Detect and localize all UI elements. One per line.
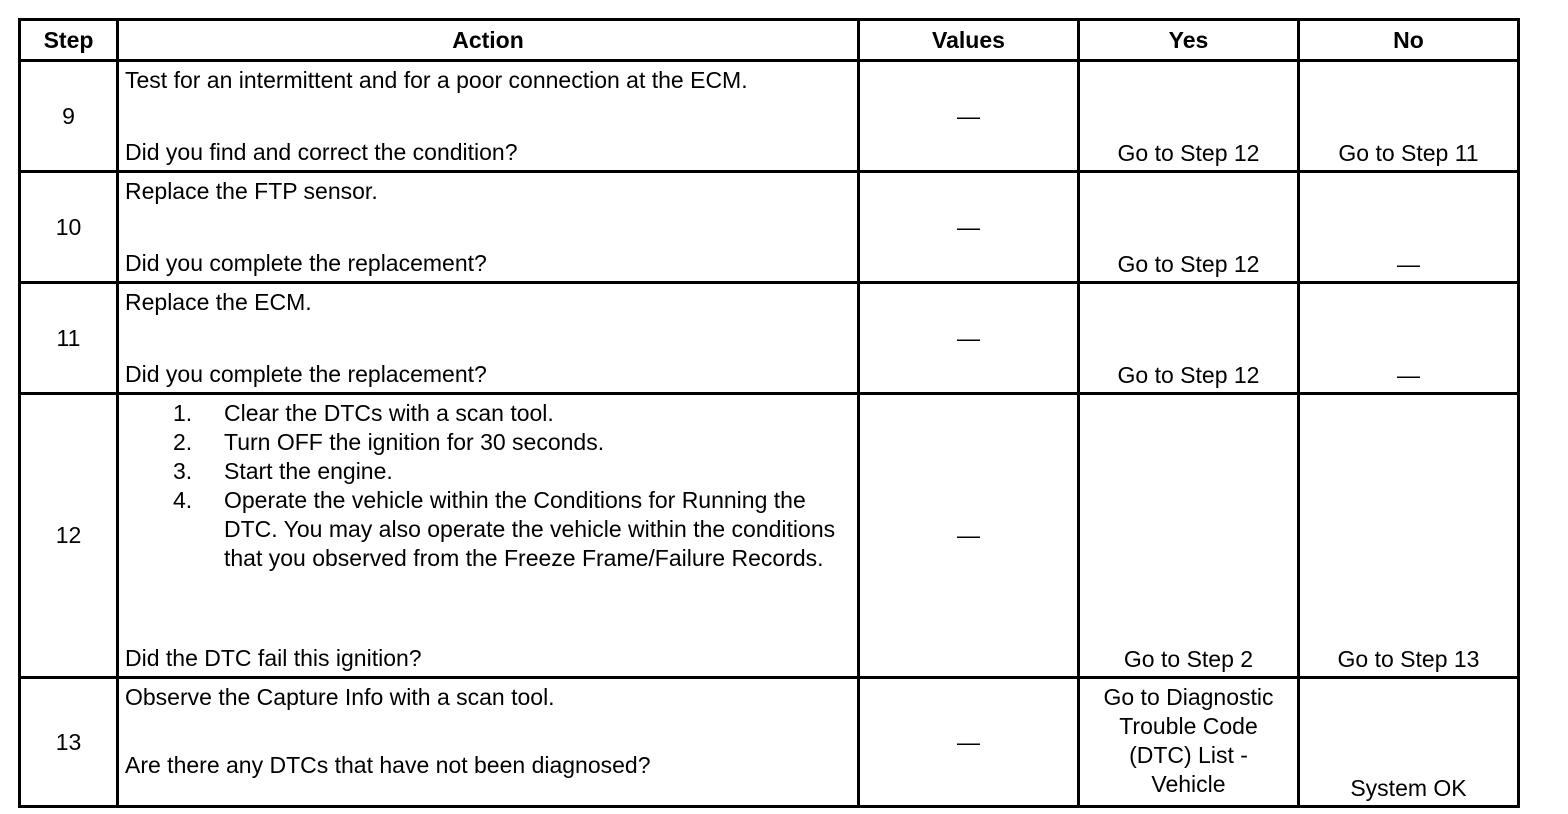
list-item-text: Turn OFF the ignition for 30 seconds. [224, 429, 605, 455]
table-row [20, 172, 1519, 283]
list-item-number: 3. [173, 458, 193, 484]
action-question: Did the DTC fail this ignition? [125, 645, 422, 671]
action-instruction: Observe the Capture Info with a scan tool. [125, 684, 555, 710]
yes-link[interactable]: Go to Step 12 [1079, 61, 1299, 172]
yes-link[interactable]: Go to Step 12 [1079, 283, 1299, 394]
step-number: 12 [20, 394, 118, 678]
action-cell [118, 61, 859, 172]
table-row [20, 394, 1519, 678]
numbered-steps [125, 399, 849, 573]
header-yes: Yes [1079, 20, 1299, 61]
yes-link[interactable]: Go to Step 12 [1079, 172, 1299, 283]
yes-link-line: Vehicle [1151, 771, 1226, 797]
diagnostic-steps-table [18, 18, 1520, 808]
table-header-row [20, 20, 1519, 61]
yes-link[interactable] [1079, 678, 1299, 807]
table-row [20, 678, 1519, 807]
list-item-number: 1. [173, 400, 193, 426]
list-item-number: 2. [173, 429, 193, 455]
action-cell [118, 678, 859, 807]
action-instruction: Test for an intermittent and for a poor connection at the ECM. [125, 67, 748, 93]
action-instruction-list [125, 399, 849, 573]
yes-link[interactable]: Go to Step 2 [1079, 394, 1299, 678]
values-cell: — [859, 61, 1079, 172]
no-link[interactable]: Go to Step 13 [1299, 394, 1519, 678]
no-link[interactable]: Go to Step 11 [1299, 61, 1519, 172]
values-cell: — [859, 394, 1079, 678]
action-question: Did you complete the replacement? [125, 361, 487, 387]
values-cell: — [859, 172, 1079, 283]
header-action: Action [118, 20, 859, 61]
yes-link-line: Trouble Code [1119, 713, 1258, 739]
list-item [125, 428, 849, 457]
no-result: System OK [1299, 678, 1519, 807]
list-item [125, 457, 849, 486]
list-item-text: Operate the vehicle within the Conditions for Running the DTC. You may also operate the vehicle within the conditions that you observed from the Freeze Frame/Failure Records. [224, 487, 836, 571]
step-number: 9 [20, 61, 118, 172]
yes-link-line: (DTC) List - [1129, 742, 1248, 768]
action-cell [118, 283, 859, 394]
yes-link-line: Go to Diagnostic [1103, 684, 1274, 710]
action-cell [118, 394, 859, 678]
action-question: Did you find and correct the condition? [125, 139, 518, 165]
table-row [20, 61, 1519, 172]
header-step: Step [20, 20, 118, 61]
step-number: 11 [20, 283, 118, 394]
no-cell: — [1299, 283, 1519, 394]
header-values: Values [859, 20, 1079, 61]
values-cell: — [859, 678, 1079, 807]
list-item [125, 486, 849, 573]
action-instruction: Replace the ECM. [125, 289, 312, 315]
action-cell [118, 172, 859, 283]
action-question: Did you complete the replacement? [125, 250, 487, 276]
no-cell: — [1299, 172, 1519, 283]
step-number: 13 [20, 678, 118, 807]
list-item-text: Start the engine. [224, 458, 393, 484]
action-question: Are there any DTCs that have not been diagnosed? [125, 752, 651, 778]
list-item [125, 399, 849, 428]
values-cell: — [859, 283, 1079, 394]
header-no: No [1299, 20, 1519, 61]
action-instruction: Replace the FTP sensor. [125, 178, 378, 204]
step-number: 10 [20, 172, 118, 283]
diagnostic-table-container [18, 18, 1520, 801]
list-item-number: 4. [173, 487, 193, 513]
list-item-text: Clear the DTCs with a scan tool. [224, 400, 554, 426]
table-row [20, 283, 1519, 394]
